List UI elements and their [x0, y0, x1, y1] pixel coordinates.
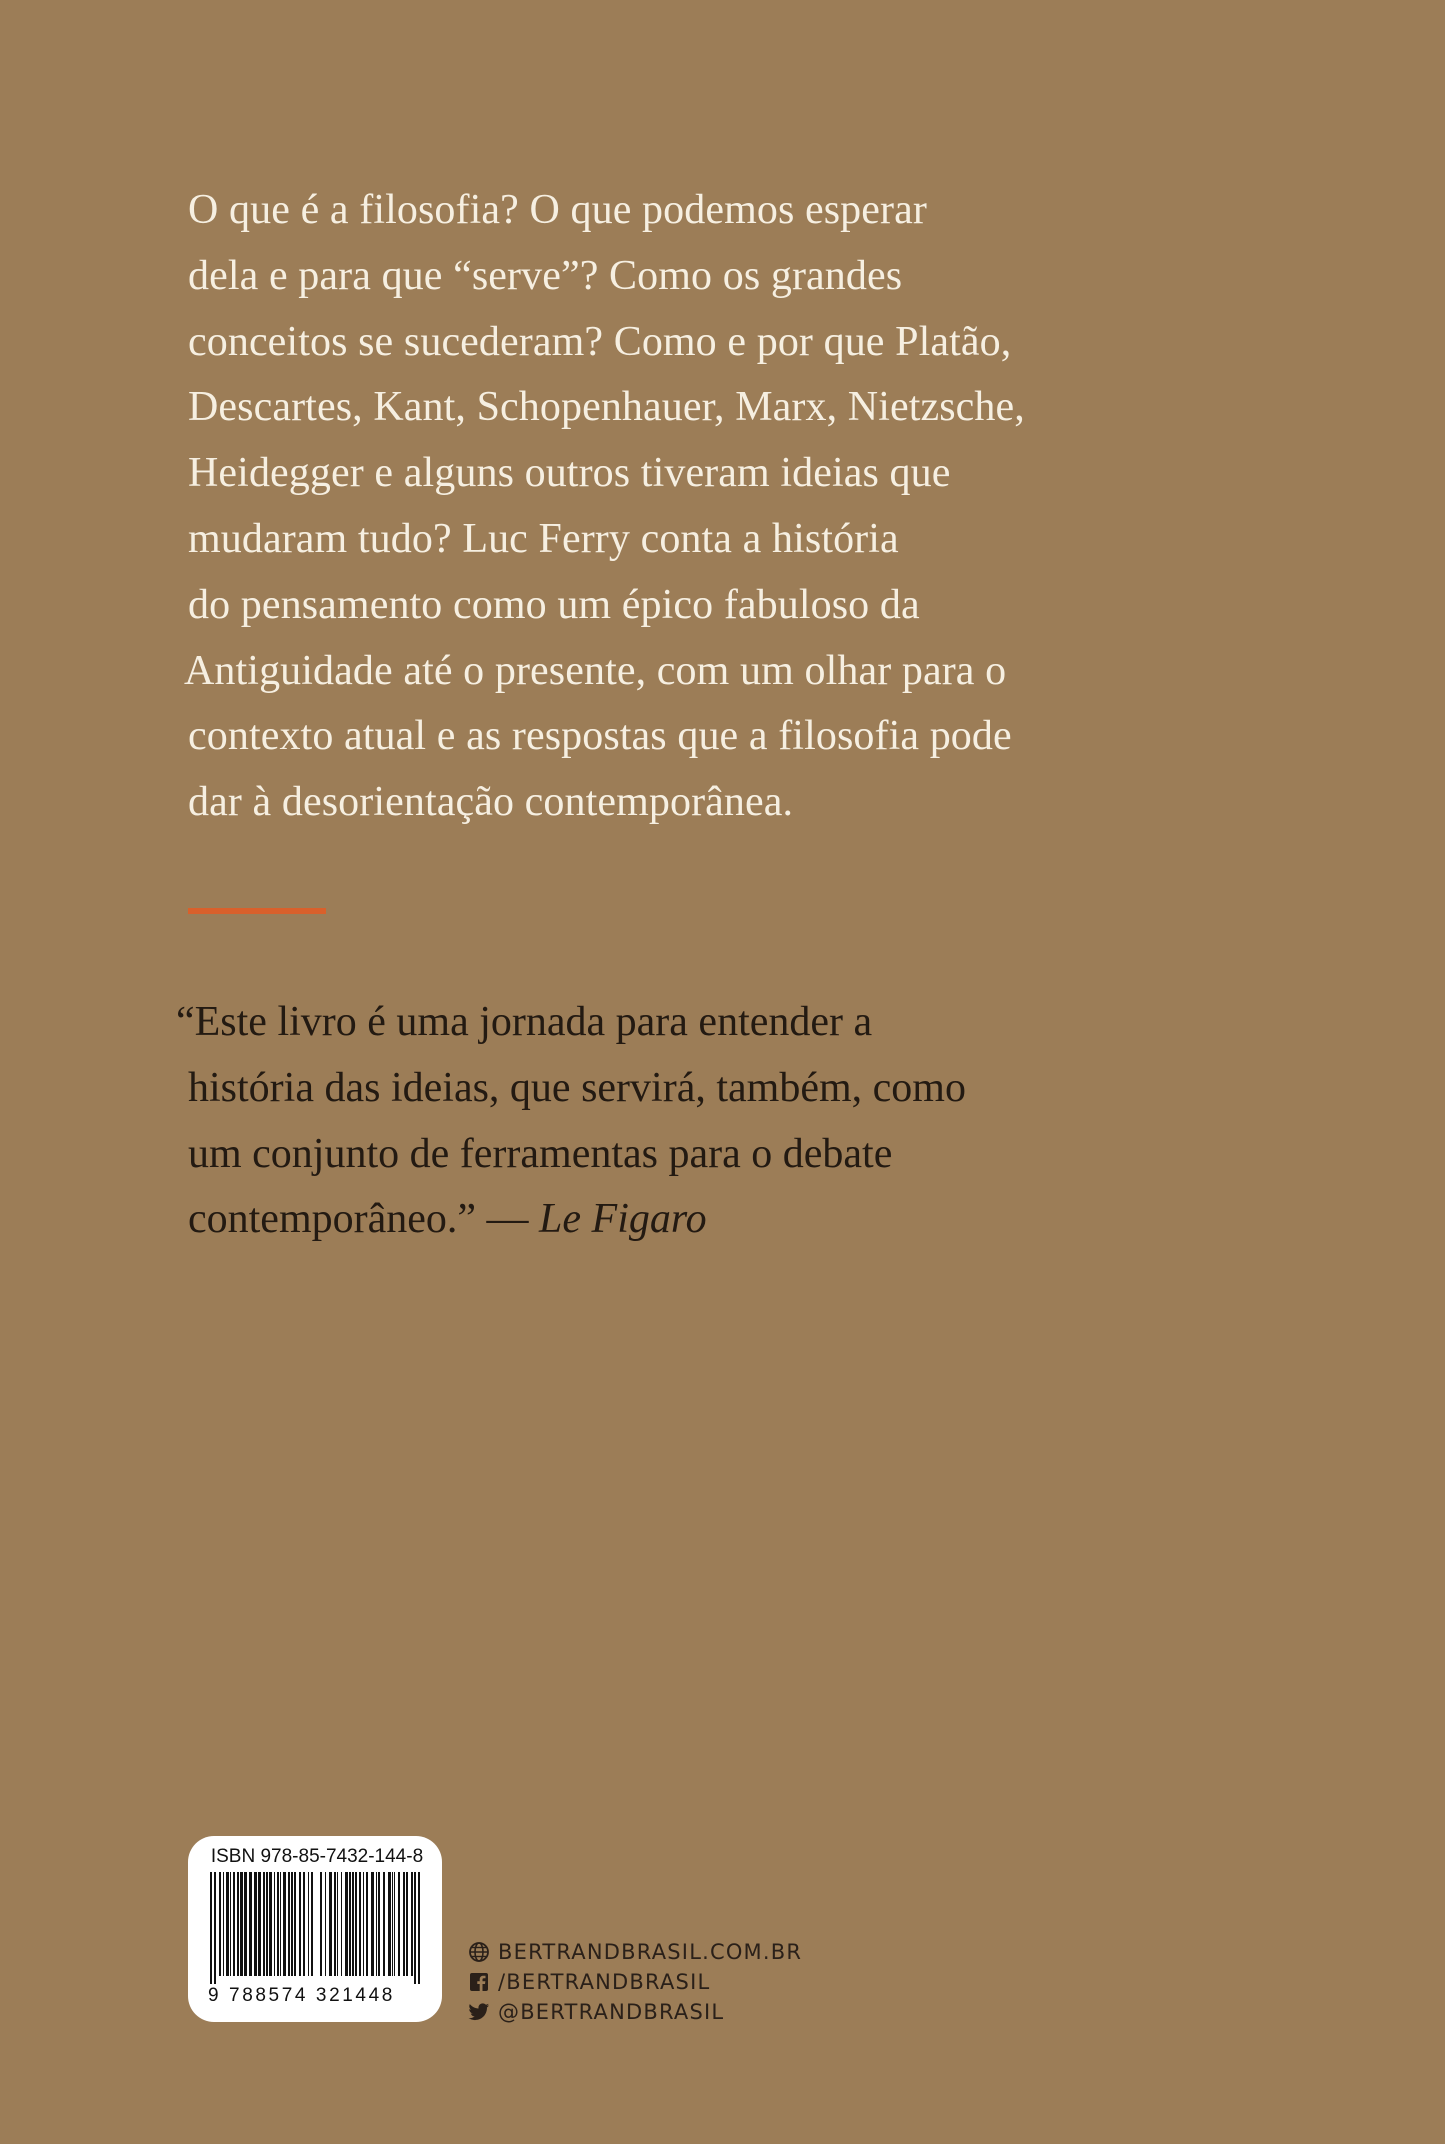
barcode-bar	[345, 1872, 348, 1976]
barcode-guard-bar	[210, 1872, 212, 1984]
quote-line-text: contemporâneo.” —	[188, 1196, 540, 1243]
synopsis-line: Heidegger e alguns outros tiveram ideias que	[188, 450, 951, 497]
barcode-bar	[269, 1872, 272, 1976]
barcode-bar	[219, 1872, 221, 1976]
barcode-bar	[274, 1872, 275, 1976]
barcode-bar	[363, 1872, 364, 1976]
twitter-row[interactable]	[468, 1997, 802, 2027]
isbn-label: ISBN 978-85-7432-144-8	[210, 1846, 424, 1867]
barcode-bar	[383, 1872, 385, 1976]
synopsis-line: dar à desorientação contemporânea.	[188, 779, 794, 826]
barcode-bar	[244, 1872, 247, 1976]
barcode-bar	[352, 1872, 354, 1976]
isbn-barcode	[188, 1836, 442, 2022]
barcode-bar	[226, 1872, 229, 1976]
barcode-bar	[334, 1872, 336, 1976]
synopsis-line: Antiguidade até o presente, com um olhar para o	[184, 647, 1007, 694]
barcode-guard-bar	[414, 1872, 416, 1984]
press-quote	[176, 990, 1056, 1253]
barcode-guard-bar	[418, 1872, 420, 1984]
barcode-guard-bar	[214, 1872, 216, 1984]
barcode-bar	[359, 1872, 361, 1976]
twitter-link[interactable]: @BERTRANDBRASIL	[498, 2000, 725, 2024]
barcode-bar	[371, 1872, 374, 1976]
isbn-digits: 9 788574 321448	[208, 1985, 395, 2006]
quote-line: um conjunto de ferramentas para o debate	[188, 1130, 893, 1177]
synopsis-text	[184, 178, 1068, 836]
barcode-bar	[280, 1872, 281, 1976]
website-row[interactable]	[468, 1937, 802, 1967]
barcode-bar	[320, 1872, 322, 1976]
barcode-bar	[254, 1872, 257, 1976]
barcode-bar	[308, 1872, 309, 1976]
accent-divider	[188, 908, 326, 914]
globe-icon	[468, 1941, 490, 1963]
barcode-bar	[263, 1872, 265, 1976]
barcode-bars	[208, 1872, 426, 1984]
quote-line: “Este livro é uma jornada para entender a	[176, 999, 873, 1045]
synopsis-line: contexto atual e as respostas que a filosofia pode	[188, 713, 1012, 760]
barcode-bar	[266, 1872, 268, 1976]
barcode-bar	[237, 1872, 239, 1976]
barcode-bar	[325, 1872, 326, 1976]
barcode-bar	[376, 1872, 377, 1976]
barcode-bar	[403, 1872, 405, 1976]
barcode-bar	[230, 1872, 231, 1976]
synopsis-line: O que é a filosofia? O que podemos esperar	[188, 187, 927, 233]
barcode-bar	[406, 1872, 408, 1976]
barcode-bar	[378, 1872, 380, 1976]
facebook-row[interactable]	[468, 1967, 802, 1997]
barcode-bar	[366, 1872, 368, 1976]
barcode-bar	[329, 1872, 332, 1976]
barcode-bar	[337, 1872, 338, 1976]
barcode-bar	[341, 1872, 342, 1976]
barcode-bar	[294, 1872, 296, 1976]
barcode-bar	[277, 1872, 279, 1976]
twitter-icon	[468, 2001, 490, 2023]
barcode-bar	[398, 1872, 400, 1976]
barcode-bar	[388, 1872, 391, 1976]
website-link[interactable]: BERTRANDBRASIL.COM.BR	[498, 1940, 803, 1964]
barcode-bar	[240, 1872, 243, 1976]
barcode-bar	[233, 1872, 235, 1976]
barcode-bar	[283, 1872, 286, 1976]
barcode-bar	[349, 1872, 351, 1976]
barcode-bar	[392, 1872, 393, 1976]
barcode-bar	[299, 1872, 301, 1976]
quote-source: Le Figaro	[539, 1196, 707, 1243]
synopsis-line: mudaram tudo? Luc Ferry conta a história	[188, 515, 899, 562]
barcode-bar	[394, 1872, 395, 1976]
barcode-bar	[249, 1872, 252, 1976]
synopsis-line: conceitos se sucederam? Como e por que Platão,	[188, 318, 1012, 365]
barcode-bar	[223, 1872, 224, 1976]
barcode-bar	[303, 1872, 305, 1976]
synopsis-line: Descartes, Kant, Schopenhauer, Marx, Nietzsche,	[188, 384, 1025, 431]
synopsis-line: dela e para que “serve”? Como os grandes	[188, 252, 903, 299]
facebook-icon	[468, 1971, 490, 1993]
synopsis-line: do pensamento como um épico fabuloso da	[188, 581, 920, 628]
facebook-link[interactable]: /BERTRANDBRASIL	[498, 1970, 711, 1994]
barcode-bar	[291, 1872, 293, 1976]
barcode-bar	[258, 1872, 261, 1976]
quote-line: história das ideias, que servirá, também, como	[188, 1064, 966, 1111]
quote-line-last	[176, 1187, 1056, 1253]
publisher-contacts	[468, 1937, 802, 2027]
barcode-bar	[411, 1872, 413, 1976]
barcode-bar	[311, 1872, 313, 1976]
barcode-bar	[288, 1872, 290, 1976]
barcode-bar	[355, 1872, 357, 1976]
